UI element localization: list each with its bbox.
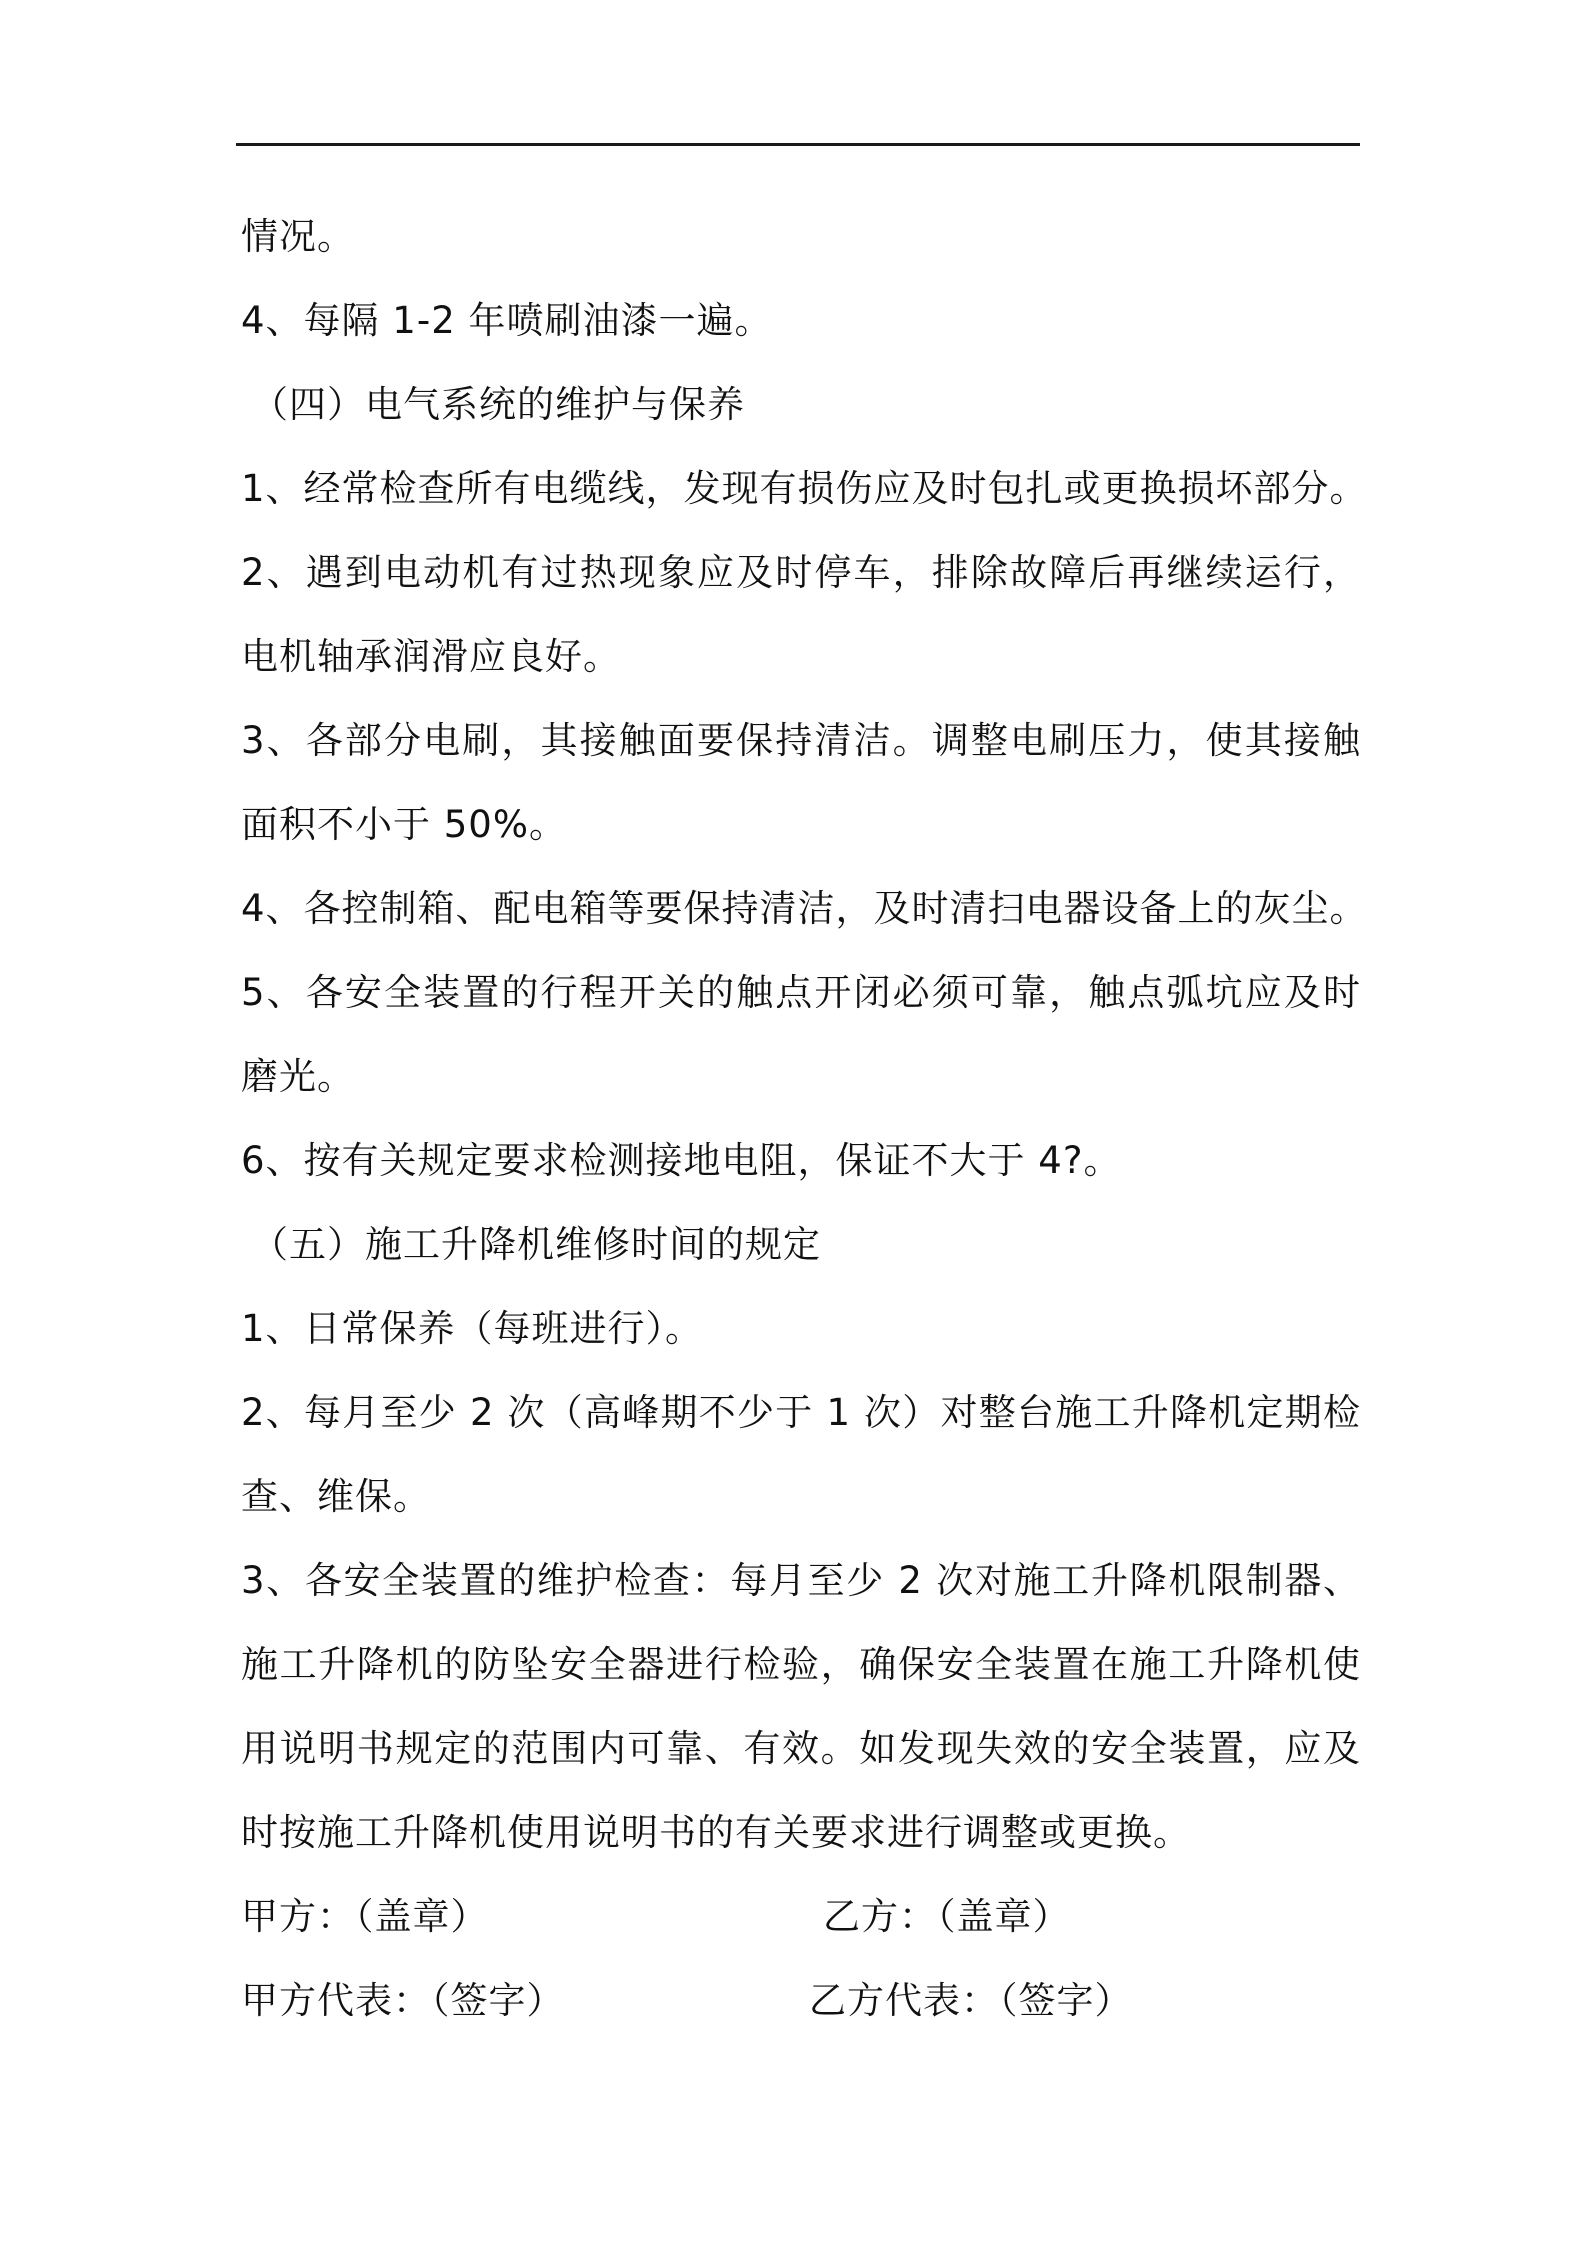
- header-rule: [236, 143, 1360, 146]
- party-a-representative-label: 甲方代表：（签字）: [241, 1979, 565, 2022]
- paragraph-item: 1、经常检查所有电缆线，发现有损伤应及时包扎或更换损坏部分。: [241, 467, 1368, 510]
- paragraph-item: 6、按有关规定要求检测接地电阻，保证不大于 4?。: [241, 1139, 1122, 1182]
- paragraph-item: 4、各控制箱、配电箱等要保持清洁，及时清扫电器设备上的灰尘。: [241, 887, 1368, 930]
- paragraph-item: 2、每月至少 2 次（高峰期不少于 1 次）对整台施工升降机定期检查、维保。: [241, 1391, 1361, 1518]
- paragraph-item: 1、日常保养（每班进行）。: [241, 1307, 704, 1350]
- paragraph-continuation: 情况。: [241, 215, 355, 258]
- party-b-representative-label: 乙方代表：（签字）: [809, 1979, 1133, 2022]
- section-heading-maintenance-time: （五）施工升降机维修时间的规定: [251, 1223, 821, 1266]
- signature-row-representative: [241, 1959, 1361, 2043]
- section-heading-electrical: （四）电气系统的维护与保养: [251, 383, 745, 426]
- signature-row-seal: [241, 1875, 1361, 1959]
- paragraph-item: 2、遇到电动机有过热现象应及时停车，排除故障后再继续运行，电机轴承润滑应良好。: [241, 551, 1361, 678]
- paragraph-item: 4、每隔 1-2 年喷刷油漆一遍。: [241, 299, 773, 342]
- paragraph-item: 3、各安全装置的维护检查：每月至少 2 次对施工升降机限制器、施工升降机的防坠安全器进行检验，确保安全装置在施工升降机使用说明书规定的范围内可靠、有效。如发现失效的安全装置，应及时按施工升降机使用说明书的有关要求进行调整或更换。: [241, 1559, 1361, 1854]
- party-b-seal-label: 乙方：（盖章）: [823, 1895, 1071, 1938]
- party-a-seal-label: 甲方：（盖章）: [241, 1895, 489, 1938]
- paragraph-item: 5、各安全装置的行程开关的触点开闭必须可靠，触点弧坑应及时磨光。: [241, 971, 1361, 1098]
- document-body: [241, 195, 1368, 2043]
- paragraph-item: 3、各部分电刷，其接触面要保持清洁。调整电刷压力，使其接触面积不小于 50%。: [241, 719, 1361, 846]
